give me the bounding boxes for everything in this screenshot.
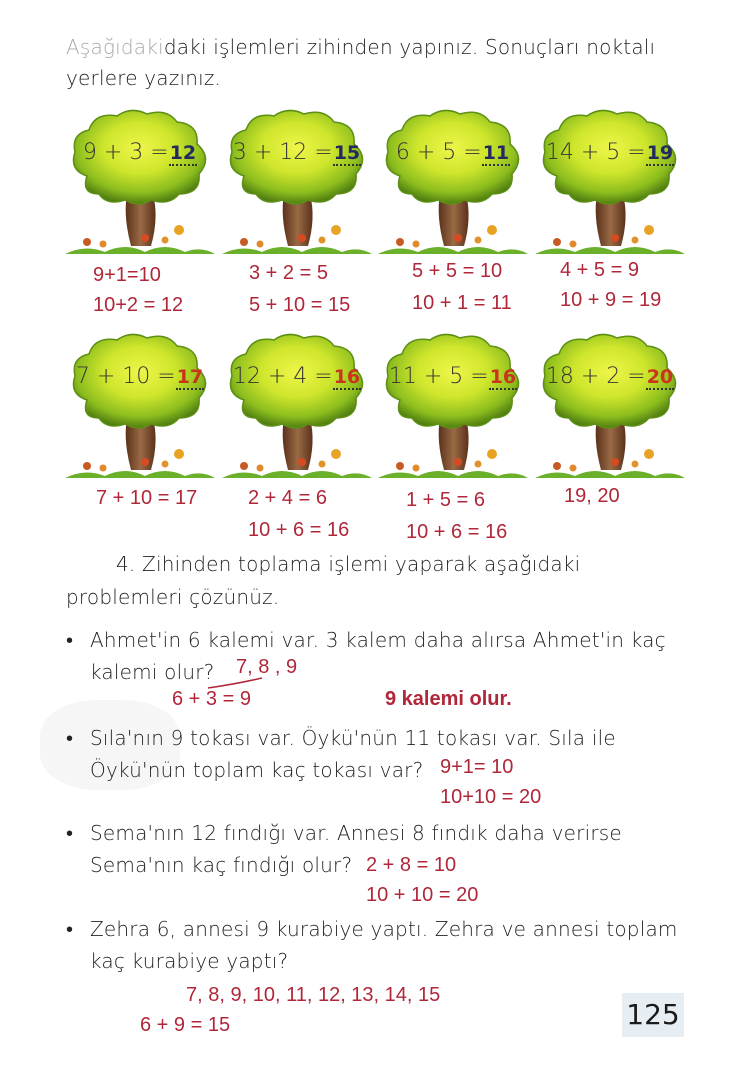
question-line: Sema'nın kaç fındığı olur?	[90, 853, 353, 877]
question-line: Ahmet'in 6 kalemi var. 3 kalem daha alırsa Ahmet'in kaç	[90, 628, 666, 652]
tree-equation	[222, 364, 372, 389]
tree-work-7	[406, 485, 507, 547]
equation-text: 11 + 5 =	[388, 364, 489, 389]
work-line: 10 + 6 = 16	[248, 519, 350, 541]
question-4-work-count: 7, 8, 9, 10, 11, 12, 13, 14, 15	[186, 984, 441, 1006]
tree-problem-3	[378, 106, 528, 256]
tree-work-3	[412, 256, 512, 318]
tree-icon	[65, 106, 215, 256]
answer-blank[interactable]: 17	[176, 366, 204, 388]
question-text	[90, 817, 622, 881]
tree-problem-4	[535, 106, 685, 256]
tree-icon	[222, 106, 372, 256]
question-line: Sıla'nın 9 tokası var. Öykü'nün 11 tokası var. Sıla ile	[90, 726, 616, 750]
tree-icon	[222, 330, 372, 480]
tree-problem-6	[222, 330, 372, 480]
question-line: kaç kurabiye yaptı?	[90, 949, 289, 973]
tree-equation	[378, 140, 528, 165]
tree-equation	[65, 364, 215, 389]
instructions-line-1	[66, 32, 655, 63]
answer-blank[interactable]: 12	[169, 142, 197, 164]
tree-problem-7	[378, 330, 528, 480]
tree-work-5	[96, 483, 197, 513]
instructions-text: daki işlemleri zihinden yapınız. Sonuçları noktalı	[163, 35, 656, 59]
page-number: 125	[622, 993, 684, 1037]
tree-problem-8	[535, 330, 685, 480]
bullet-icon: •	[66, 726, 74, 750]
tree-icon	[535, 330, 685, 480]
tree-problem-5	[65, 330, 215, 480]
question-line: kalemi olur?	[90, 660, 215, 684]
section-heading-line-2: problemleri çözünüz.	[66, 585, 280, 609]
question-text	[90, 913, 678, 977]
question-line: Öykü'nün toplam kaç tokası var?	[90, 758, 424, 782]
tree-equation	[535, 364, 685, 389]
instructions-line-2: yerlere yazınız.	[66, 66, 222, 90]
work-line: 10 + 1 = 11	[412, 292, 512, 314]
tree-problem-1	[65, 106, 215, 256]
work-line: 10+10 = 20	[440, 786, 542, 808]
tree-problem-2	[222, 106, 372, 256]
tree-equation	[378, 364, 528, 389]
answer-blank[interactable]: 19	[646, 142, 674, 164]
question-1-answer: 9 kalemi olur.	[385, 688, 512, 710]
instructions	[66, 32, 655, 94]
answer-blank[interactable]: 15	[333, 142, 361, 164]
work-line: 10+2 = 12	[93, 294, 184, 316]
question-line: Zehra 6, annesi 9 kurabiye yaptı. Zehra ve annesi toplam	[90, 917, 678, 941]
work-line: 2 + 8 = 10	[366, 854, 457, 876]
tree-work-1	[93, 260, 183, 320]
work-line: 5 + 5 = 10	[412, 260, 503, 282]
question-1-work-equation: 6 + 3 = 9	[172, 688, 251, 710]
equation-text: 18 + 2 =	[545, 364, 646, 389]
question-4-work-equation: 6 + 9 = 15	[140, 1014, 231, 1036]
work-line: 2 + 4 = 6	[248, 487, 327, 509]
section-heading-line-1: 4. Zihinden toplama işlemi yaparak aşağıdaki	[116, 552, 581, 576]
work-line: 10 + 9 = 19	[560, 289, 662, 311]
tree-icon	[378, 106, 528, 256]
tree-work-6	[248, 483, 349, 545]
work-line: 1 + 5 = 6	[406, 489, 485, 511]
answer-blank[interactable]: 11	[482, 142, 510, 164]
tree-work-2	[249, 258, 350, 320]
equation-text: 7 + 10 =	[75, 364, 176, 389]
work-line: 10 + 6 = 16	[406, 521, 508, 543]
question-3-work	[366, 850, 478, 910]
tree-icon	[535, 106, 685, 256]
question-1-work-count: 7, 8 , 9	[236, 656, 298, 678]
equation-text: 12 + 4 =	[232, 364, 333, 389]
work-line: 9+1= 10	[440, 756, 514, 778]
equation-text: 6 + 5 =	[395, 140, 482, 165]
work-line: 19, 20	[564, 485, 620, 507]
bullet-icon: •	[66, 917, 74, 941]
equation-text: 14 + 5 =	[545, 140, 646, 165]
tree-work-4	[560, 255, 661, 315]
tree-work-8	[564, 481, 620, 511]
question-line: Sema'nın 12 fındığı var. Annesi 8 fındık daha verirse	[90, 821, 622, 845]
equation-text: 9 + 3 =	[82, 140, 169, 165]
work-line: 9+1=10	[93, 264, 161, 286]
work-line: 5 + 10 = 15	[249, 294, 351, 316]
tree-icon	[65, 330, 215, 480]
section-4-heading	[66, 548, 580, 614]
tree-icon	[378, 330, 528, 480]
work-line: 7 + 10 = 17	[96, 487, 198, 509]
question-2-work	[440, 752, 541, 812]
tree-equation	[535, 140, 685, 165]
work-line: 4 + 5 = 9	[560, 259, 639, 281]
work-line: 10 + 10 = 20	[366, 884, 479, 906]
answer-blank[interactable]: 16	[489, 366, 517, 388]
work-line: 3 + 2 = 5	[249, 262, 328, 284]
answer-blank[interactable]: 20	[646, 366, 674, 388]
equation-text: 3 + 12 =	[232, 140, 333, 165]
answer-blank[interactable]: 16	[333, 366, 361, 388]
tree-equation	[65, 140, 215, 165]
faded-word: Aşağıdaki	[66, 35, 164, 59]
tree-equation	[222, 140, 372, 165]
bullet-icon: •	[66, 821, 74, 845]
question-text	[90, 624, 666, 688]
bullet-icon: •	[66, 628, 74, 652]
